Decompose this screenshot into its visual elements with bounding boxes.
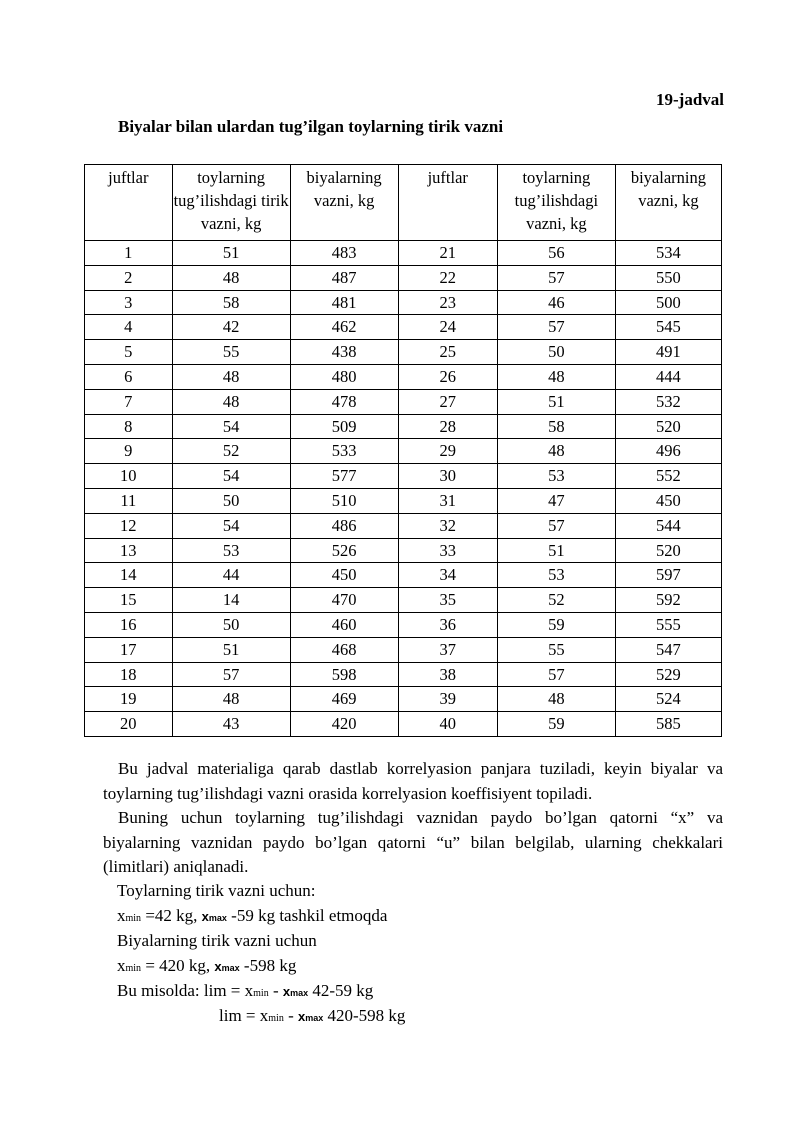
table-row [85, 290, 722, 315]
table-cell: 30 [398, 464, 497, 489]
table-cell: 37 [398, 637, 497, 662]
table-cell: 544 [615, 513, 721, 538]
header-cell: biyalarning vazni, kg [290, 165, 398, 241]
table-row [85, 687, 722, 712]
table-row [85, 488, 722, 513]
table-row [85, 414, 722, 439]
table-cell: 55 [497, 637, 615, 662]
table-cell: 50 [497, 340, 615, 365]
dash: - [272, 981, 279, 1000]
table-cell: 438 [290, 340, 398, 365]
table-cell: 28 [398, 414, 497, 439]
table-cell: 450 [615, 488, 721, 513]
table-cell: 532 [615, 389, 721, 414]
table-cell: 597 [615, 563, 721, 588]
table-cell: 58 [172, 290, 290, 315]
x-symbol: x [259, 1006, 269, 1025]
table-cell: 592 [615, 588, 721, 613]
table-cell: 25 [398, 340, 497, 365]
table-header-row [85, 165, 722, 241]
table-cell: 53 [497, 464, 615, 489]
foal-max-value: -59 kg tashkil etmoqda [231, 906, 388, 925]
example1-range: 42-59 kg [312, 981, 374, 1000]
table-cell: 533 [290, 439, 398, 464]
table-cell: 598 [290, 662, 398, 687]
table-cell: 19 [85, 687, 173, 712]
table-cell: 51 [497, 389, 615, 414]
table-cell: 5 [85, 340, 173, 365]
lim-prefix: lim = [219, 1006, 256, 1025]
table-cell: 520 [615, 414, 721, 439]
table-cell: 13 [85, 538, 173, 563]
table-cell: 1 [85, 241, 173, 266]
example2-range: 420-598 kg [327, 1006, 406, 1025]
table-cell: 24 [398, 315, 497, 340]
table-cell: 57 [497, 662, 615, 687]
table-row [85, 637, 722, 662]
table-body [85, 241, 722, 737]
table-cell: 59 [497, 712, 615, 737]
table-cell: 8 [85, 414, 173, 439]
table-cell: 10 [85, 464, 173, 489]
table-row [85, 588, 722, 613]
table-cell: 460 [290, 612, 398, 637]
x-max-symbol: xmax [214, 959, 240, 974]
table-cell: 500 [615, 290, 721, 315]
header-cell: toylarning tug’ilishdagi tirik vazni, kg [172, 165, 290, 241]
example-line-1 [117, 979, 373, 1006]
table-cell: 510 [290, 488, 398, 513]
table-cell: 526 [290, 538, 398, 563]
table-row [85, 241, 722, 266]
table-cell: 478 [290, 389, 398, 414]
table-caption: Biyalar bilan ulardan tug’ilgan toylarning tirik vazni [118, 117, 504, 136]
table-cell: 14 [172, 588, 290, 613]
table-cell: 520 [615, 538, 721, 563]
foal-heading: Toylarning tirik vazni uchun: [117, 881, 316, 900]
table-cell: 54 [172, 464, 290, 489]
dash: - [288, 1006, 294, 1025]
mare-min-value: = 420 kg, [145, 956, 211, 975]
table-cell: 48 [497, 364, 615, 389]
table-cell: 38 [398, 662, 497, 687]
mare-limits [117, 954, 296, 981]
x-symbol: x [117, 956, 126, 975]
table-cell: 33 [398, 538, 497, 563]
table-cell: 48 [497, 439, 615, 464]
x-max-symbol: xmax [201, 909, 227, 924]
table-cell: 4 [85, 315, 173, 340]
table-cell: 57 [497, 315, 615, 340]
table-cell: 577 [290, 464, 398, 489]
x-max-symbol: xmax [298, 1009, 324, 1024]
table-row [85, 712, 722, 737]
table-cell: 20 [85, 712, 173, 737]
table-cell: 585 [615, 712, 721, 737]
table-cell: 21 [398, 241, 497, 266]
table-cell: 470 [290, 588, 398, 613]
table-cell: 31 [398, 488, 497, 513]
table-row [85, 265, 722, 290]
table-cell: 524 [615, 687, 721, 712]
x-max-symbol: xmax [282, 984, 309, 999]
table-cell: 48 [172, 364, 290, 389]
table-cell: 51 [497, 538, 615, 563]
header-cell: biyalarning vazni, kg [615, 165, 721, 241]
mare-max-value: -598 kg [243, 956, 297, 975]
table-cell: 48 [172, 687, 290, 712]
table-cell: 58 [497, 414, 615, 439]
table-cell: 50 [172, 488, 290, 513]
table-row [85, 364, 722, 389]
x-symbol: x [117, 906, 126, 925]
table-cell: 39 [398, 687, 497, 712]
table-cell: 509 [290, 414, 398, 439]
table-cell: 48 [497, 687, 615, 712]
table-cell: 34 [398, 563, 497, 588]
table-row [85, 662, 722, 687]
table-cell: 3 [85, 290, 173, 315]
table-cell: 496 [615, 439, 721, 464]
table-cell: 48 [172, 389, 290, 414]
table-cell: 444 [615, 364, 721, 389]
table-cell: 22 [398, 265, 497, 290]
table-cell: 48 [172, 265, 290, 290]
table-cell: 18 [85, 662, 173, 687]
table-cell: 44 [172, 563, 290, 588]
table-cell: 46 [497, 290, 615, 315]
x-symbol: x [244, 981, 254, 1000]
table-row [85, 538, 722, 563]
foal-min-value: =42 kg, [145, 906, 198, 925]
table-cell: 59 [497, 612, 615, 637]
foal-limits [117, 904, 387, 931]
min-subscript: min [125, 963, 142, 974]
table-cell: 51 [172, 241, 290, 266]
header-cell: toylarning tug’ilishdagi vazni, kg [497, 165, 615, 241]
table-cell: 420 [290, 712, 398, 737]
table-row [85, 340, 722, 365]
table-cell: 552 [615, 464, 721, 489]
header-cell: juftlar [398, 165, 497, 241]
table-cell: 14 [85, 563, 173, 588]
table-cell: 15 [85, 588, 173, 613]
table-cell: 468 [290, 637, 398, 662]
table-row [85, 389, 722, 414]
weights-table [84, 164, 722, 737]
table-cell: 486 [290, 513, 398, 538]
table-cell: 53 [497, 563, 615, 588]
table-cell: 54 [172, 414, 290, 439]
table-cell: 555 [615, 612, 721, 637]
table-cell: 450 [290, 563, 398, 588]
table-cell: 32 [398, 513, 497, 538]
table-cell: 534 [615, 241, 721, 266]
table-cell: 42 [172, 315, 290, 340]
table-cell: 462 [290, 315, 398, 340]
table-cell: 12 [85, 513, 173, 538]
table-cell: 36 [398, 612, 497, 637]
paragraph-2: Buning uchun toylarning tug’ilishdagi vaznidan paydo bo’lgan qatorni “x” va biyalarning vaznidan paydo bo’lgan qatorni “u” bilan belgilab, ularning chekkalari (limitlari) aniqlanadi. [103, 808, 723, 876]
example-prefix: Bu misolda: lim = [117, 981, 241, 1000]
table-cell: 56 [497, 241, 615, 266]
table-cell: 6 [85, 364, 173, 389]
table-cell: 545 [615, 315, 721, 340]
table-cell: 481 [290, 290, 398, 315]
table-cell: 55 [172, 340, 290, 365]
mare-heading: Biyalarning tirik vazni uchun [117, 931, 317, 950]
table-cell: 29 [398, 439, 497, 464]
table-cell: 53 [172, 538, 290, 563]
table-cell: 35 [398, 588, 497, 613]
table-cell: 54 [172, 513, 290, 538]
table-cell: 57 [172, 662, 290, 687]
table-cell: 11 [85, 488, 173, 513]
table-cell: 487 [290, 265, 398, 290]
table-cell: 16 [85, 612, 173, 637]
table-cell: 17 [85, 637, 173, 662]
header-cell: juftlar [85, 165, 173, 241]
table-row [85, 612, 722, 637]
table-cell: 52 [172, 439, 290, 464]
table-cell: 547 [615, 637, 721, 662]
table-cell: 529 [615, 662, 721, 687]
table-cell: 51 [172, 637, 290, 662]
table-number: 19-jadval [656, 90, 724, 109]
table-cell: 52 [497, 588, 615, 613]
table-cell: 23 [398, 290, 497, 315]
table-cell: 480 [290, 364, 398, 389]
table-cell: 9 [85, 439, 173, 464]
table-cell: 43 [172, 712, 290, 737]
table-cell: 26 [398, 364, 497, 389]
example-line-2 [219, 1004, 405, 1031]
table-cell: 2 [85, 265, 173, 290]
table-cell: 491 [615, 340, 721, 365]
min-subscript: min [253, 988, 269, 999]
table-row [85, 563, 722, 588]
table-cell: 57 [497, 513, 615, 538]
table-cell: 50 [172, 612, 290, 637]
table-cell: 550 [615, 265, 721, 290]
table-row [85, 513, 722, 538]
paragraph-1: Bu jadval materialiga qarab dastlab korrelyasion panjara tuziladi, keyin biyalar va toylarning tug’ilishdagi vazni orasida korrelyasion koeffisiyent topiladi. [103, 759, 723, 803]
table-cell: 7 [85, 389, 173, 414]
min-subscript: min [268, 1013, 284, 1024]
table-row [85, 315, 722, 340]
table-cell: 469 [290, 687, 398, 712]
table-cell: 40 [398, 712, 497, 737]
min-subscript: min [125, 913, 142, 924]
table-cell: 57 [497, 265, 615, 290]
table-row [85, 439, 722, 464]
table-cell: 47 [497, 488, 615, 513]
table-cell: 27 [398, 389, 497, 414]
table-row [85, 464, 722, 489]
table-cell: 483 [290, 241, 398, 266]
